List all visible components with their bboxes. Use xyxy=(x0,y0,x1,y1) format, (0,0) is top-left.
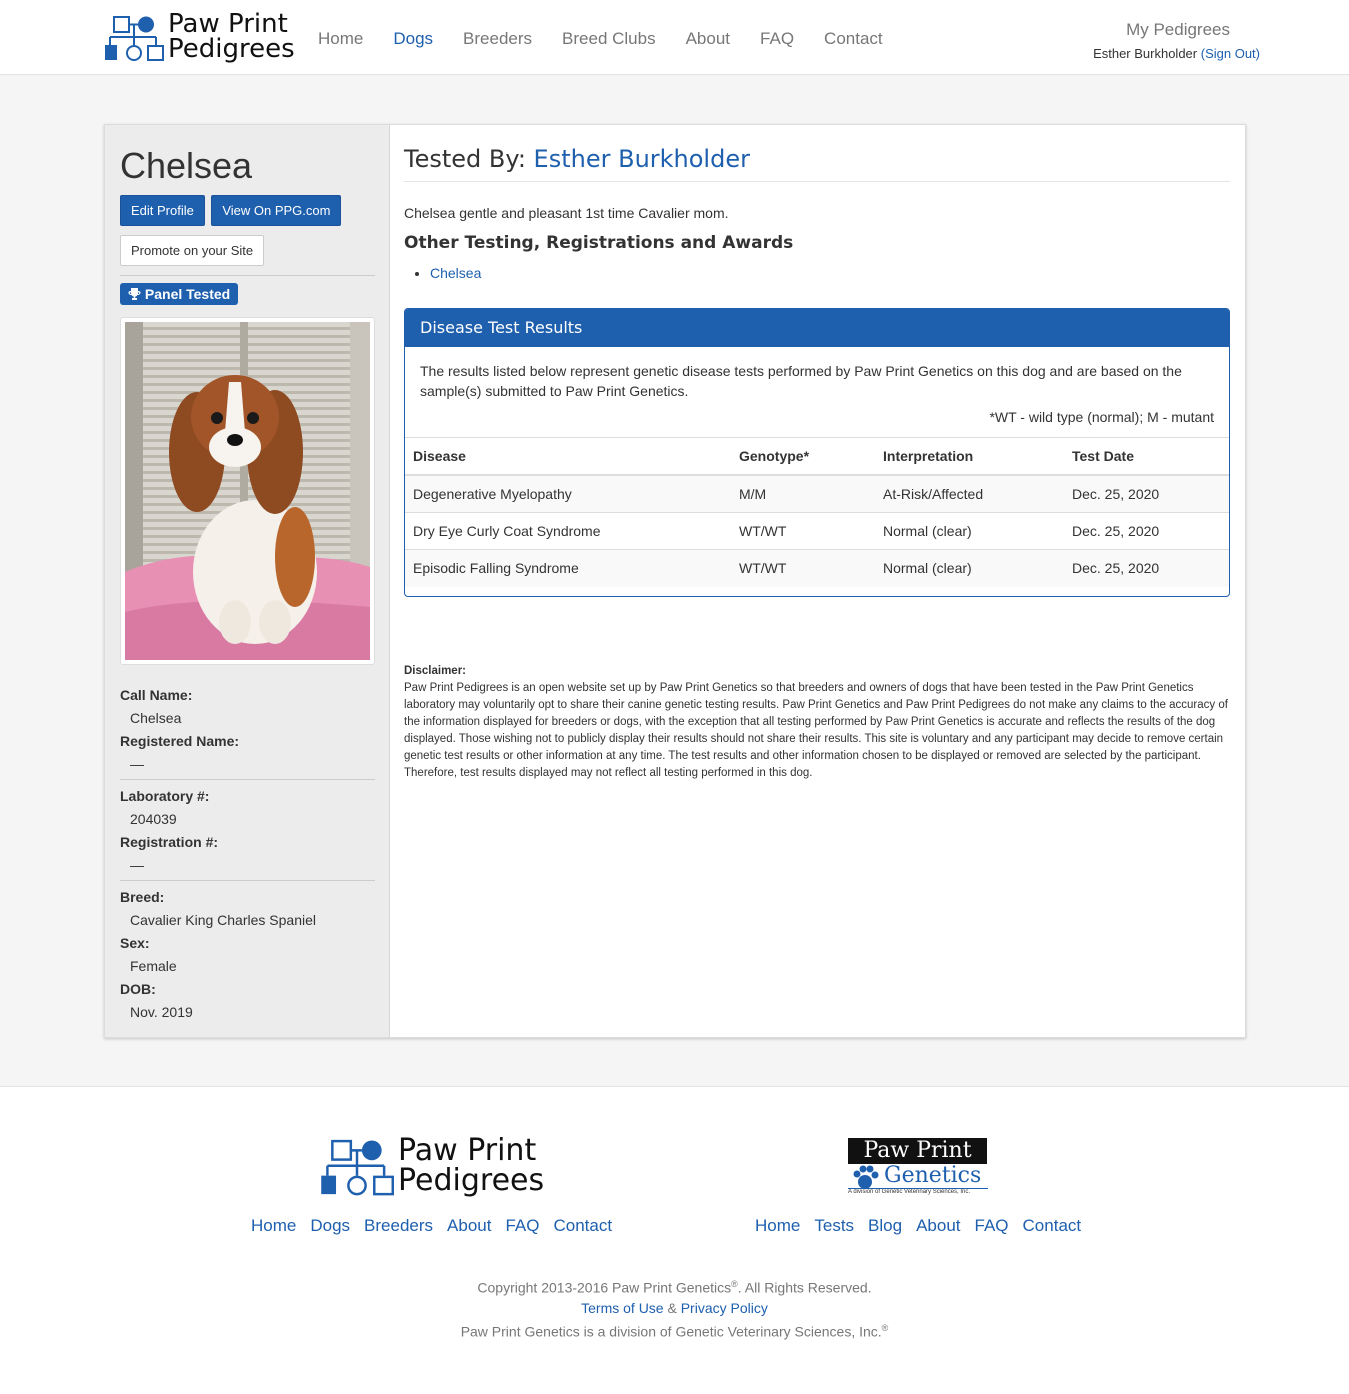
disclaimer-text: Paw Print Pedigrees is an open website set up by Paw Print Genetics so that breeders and owners of dogs that have been tested in the Paw Print Genetics laboratory may voluntarily opt to share their canine genetic testing results. Paw Print Genetics and Paw Print Pedigrees do not make any claims to the accuracy of the information displayed for breeders or dogs, with the exception that all testing performed by Paw Print Genetics is accurate and reflects the results of the dog displayed. Those wishing not to publicly display their results should not share their results. This site is voluntary and any participant may decide to remove certain genetic test results or other information at any time. The test results and other information chosen to be displayed or removed are selected by the participant. Therefore, test results displayed may not reflect all testing performed in this dog. xyxy=(404,682,1228,779)
footer-nav-about[interactable]: About xyxy=(447,1216,492,1235)
view-on-ppg-button[interactable]: View On PPG.com xyxy=(211,195,341,226)
laboratory-label: Laboratory #: xyxy=(120,788,210,804)
footer-nav-ppp xyxy=(251,1216,626,1236)
footer-nav-home[interactable]: Home xyxy=(755,1216,801,1235)
cell-disease: Dry Eye Curly Coat Syndrome xyxy=(405,513,731,550)
heading-divider xyxy=(404,181,1230,182)
cell-test-date: Dec. 25, 2020 xyxy=(1064,513,1229,550)
nav-faq[interactable]: FAQ xyxy=(760,29,795,48)
site-footer xyxy=(0,1088,1349,1394)
footer-nav-blog[interactable]: Blog xyxy=(868,1216,903,1235)
breed-label: Breed: xyxy=(120,889,165,905)
cell-interpretation: Normal (clear) xyxy=(875,513,1064,550)
ppp-line-1: Paw Print xyxy=(398,1133,537,1168)
registration-label: Registration #: xyxy=(120,834,219,850)
my-pedigrees-link[interactable]: My Pedigrees xyxy=(1126,20,1230,39)
disclaimer xyxy=(404,663,1230,782)
dob-label: DOB: xyxy=(120,981,156,997)
table-row xyxy=(405,513,1229,550)
edit-profile-button[interactable]: Edit Profile xyxy=(120,195,205,226)
registered-mark: ® xyxy=(731,1279,738,1289)
main-nav xyxy=(318,29,913,49)
col-genotype: Genotype* xyxy=(731,438,875,476)
other-testing-list xyxy=(430,265,481,281)
nav-home[interactable]: Home xyxy=(318,29,364,48)
breed-value: Cavalier King Charles Spaniel xyxy=(130,912,316,928)
table-row xyxy=(405,475,1229,513)
ppg-logo-top: Paw Print xyxy=(848,1138,987,1164)
sidebar-divider xyxy=(120,880,375,881)
disease-results-panel xyxy=(404,308,1230,597)
amp: & xyxy=(667,1299,677,1316)
results-table xyxy=(405,437,1229,587)
tested-by-label: Tested By: xyxy=(404,145,526,173)
ppg-tagline: A division of Genetic Veterinary Sciences, Inc. xyxy=(848,1188,988,1195)
pedigree-logo-icon xyxy=(104,15,164,61)
cell-genotype: WT/WT xyxy=(731,513,875,550)
footer-nav-about[interactable]: About xyxy=(916,1216,961,1235)
legal-links xyxy=(0,1298,1349,1318)
cell-disease: Degenerative Myelopathy xyxy=(405,475,731,513)
ppg-logo-bottom: Genetics xyxy=(884,1163,982,1188)
cell-interpretation: Normal (clear) xyxy=(875,550,1064,587)
sign-out-link[interactable]: (Sign Out) xyxy=(1200,46,1260,61)
dog-photo xyxy=(125,322,370,660)
footer-nav-contact[interactable]: Contact xyxy=(1022,1216,1082,1235)
footer-nav-home[interactable]: Home xyxy=(251,1216,297,1235)
user-box xyxy=(1093,20,1260,61)
nav-dogs[interactable]: Dogs xyxy=(393,29,434,48)
user-line xyxy=(1093,46,1260,61)
nav-breed-clubs[interactable]: Breed Clubs xyxy=(562,29,656,48)
table-row xyxy=(405,550,1229,587)
promote-button[interactable]: Promote on your Site xyxy=(120,235,264,266)
nav-contact[interactable]: Contact xyxy=(824,29,883,48)
trophy-icon xyxy=(128,288,141,300)
terms-link[interactable]: Terms of Use xyxy=(581,1299,664,1316)
laboratory-value: 204039 xyxy=(130,811,177,827)
footer-nav-faq[interactable]: FAQ xyxy=(974,1216,1009,1235)
sex-value: Female xyxy=(130,958,177,974)
ppp-line-2: Pedigrees xyxy=(398,1163,545,1198)
footer-nav-breeders[interactable]: Breeders xyxy=(364,1216,434,1235)
col-interpretation: Interpretation xyxy=(875,438,1064,476)
call-name-label: Call Name: xyxy=(120,687,193,703)
nav-about[interactable]: About xyxy=(685,29,731,48)
footer-nav-tests[interactable]: Tests xyxy=(814,1216,855,1235)
brand-logo[interactable] xyxy=(104,9,295,66)
panel-tested-badge xyxy=(120,283,238,305)
top-navbar xyxy=(0,0,1349,75)
brand-line-1: Paw Print xyxy=(168,9,288,39)
brand-name xyxy=(168,9,295,64)
dog-name-title: Chelsea xyxy=(120,145,253,186)
col-disease: Disease xyxy=(405,438,731,476)
tested-by-link[interactable]: Esther Burkholder xyxy=(533,145,750,173)
registered-name-label: Registered Name: xyxy=(120,733,240,749)
division-line xyxy=(0,1318,1349,1342)
division-text: Paw Print Genetics is a division of Genetic Veterinary Sciences, Inc. xyxy=(460,1323,882,1340)
list-item xyxy=(430,265,481,281)
cell-genotype: WT/WT xyxy=(731,550,875,587)
sidebar-divider xyxy=(120,779,375,780)
cell-test-date: Dec. 25, 2020 xyxy=(1064,550,1229,587)
dog-profile-card xyxy=(104,124,1246,1038)
col-test-date: Test Date xyxy=(1064,438,1229,476)
user-name: Esther Burkholder xyxy=(1093,46,1198,61)
cell-disease: Episodic Falling Syndrome xyxy=(405,550,731,587)
genotype-key: *WT - wild type (normal); M - mutant xyxy=(989,409,1214,425)
profile-actions xyxy=(120,195,343,226)
copyright-line xyxy=(0,1274,1349,1298)
copyright-tail: . All Rights Reserved. xyxy=(737,1279,872,1296)
footer-nav-contact[interactable]: Contact xyxy=(553,1216,613,1235)
copyright-text: Copyright 2013-2016 Paw Print Genetics xyxy=(477,1279,732,1296)
panel-title: Disease Test Results xyxy=(405,309,1229,347)
privacy-link[interactable]: Privacy Policy xyxy=(680,1299,768,1316)
dog-description: Chelsea gentle and pleasant 1st time Cavalier mom. xyxy=(404,205,729,221)
footer-nav-faq[interactable]: FAQ xyxy=(505,1216,540,1235)
footer-ppg-logo[interactable] xyxy=(848,1138,988,1198)
pedigree-logo-icon xyxy=(320,1138,394,1196)
table-header-row xyxy=(405,438,1229,476)
footer-ppp-name xyxy=(398,1133,545,1198)
footer-nav-ppg xyxy=(755,1216,1095,1236)
nav-breeders[interactable]: Breeders xyxy=(463,29,533,48)
panel-tested-label: Panel Tested xyxy=(144,286,231,302)
disclaimer-title: Disclaimer: xyxy=(404,665,467,677)
profile-sidebar xyxy=(105,125,390,1037)
cell-genotype: M/M xyxy=(731,475,875,513)
dog-photo-frame xyxy=(120,317,375,665)
other-testing-link[interactable]: Chelsea xyxy=(430,265,482,281)
footer-ppp-logo[interactable] xyxy=(320,1133,550,1200)
dob-value: Nov. 2019 xyxy=(130,1004,193,1020)
registered-mark: ® xyxy=(881,1322,889,1333)
other-testing-heading: Other Testing, Registrations and Awards xyxy=(404,233,794,253)
panel-intro: The results listed below represent genetic disease tests performed by Paw Print Genetics on this dog and are based on the sample(s) submitted to Paw Print Genetics. xyxy=(420,363,1182,399)
copyright-block xyxy=(0,1274,1349,1341)
sidebar-divider xyxy=(120,275,375,276)
sex-label: Sex: xyxy=(120,935,150,951)
cell-test-date: Dec. 25, 2020 xyxy=(1064,475,1229,513)
brand-line-2: Pedigrees xyxy=(168,34,295,64)
registered-name-value: — xyxy=(130,756,144,772)
footer-nav-dogs[interactable]: Dogs xyxy=(310,1216,351,1235)
cell-interpretation: At-Risk/Affected xyxy=(875,475,1064,513)
tested-by-heading xyxy=(404,145,750,173)
call-name-value: Chelsea xyxy=(130,710,182,726)
registration-value: — xyxy=(130,857,144,873)
